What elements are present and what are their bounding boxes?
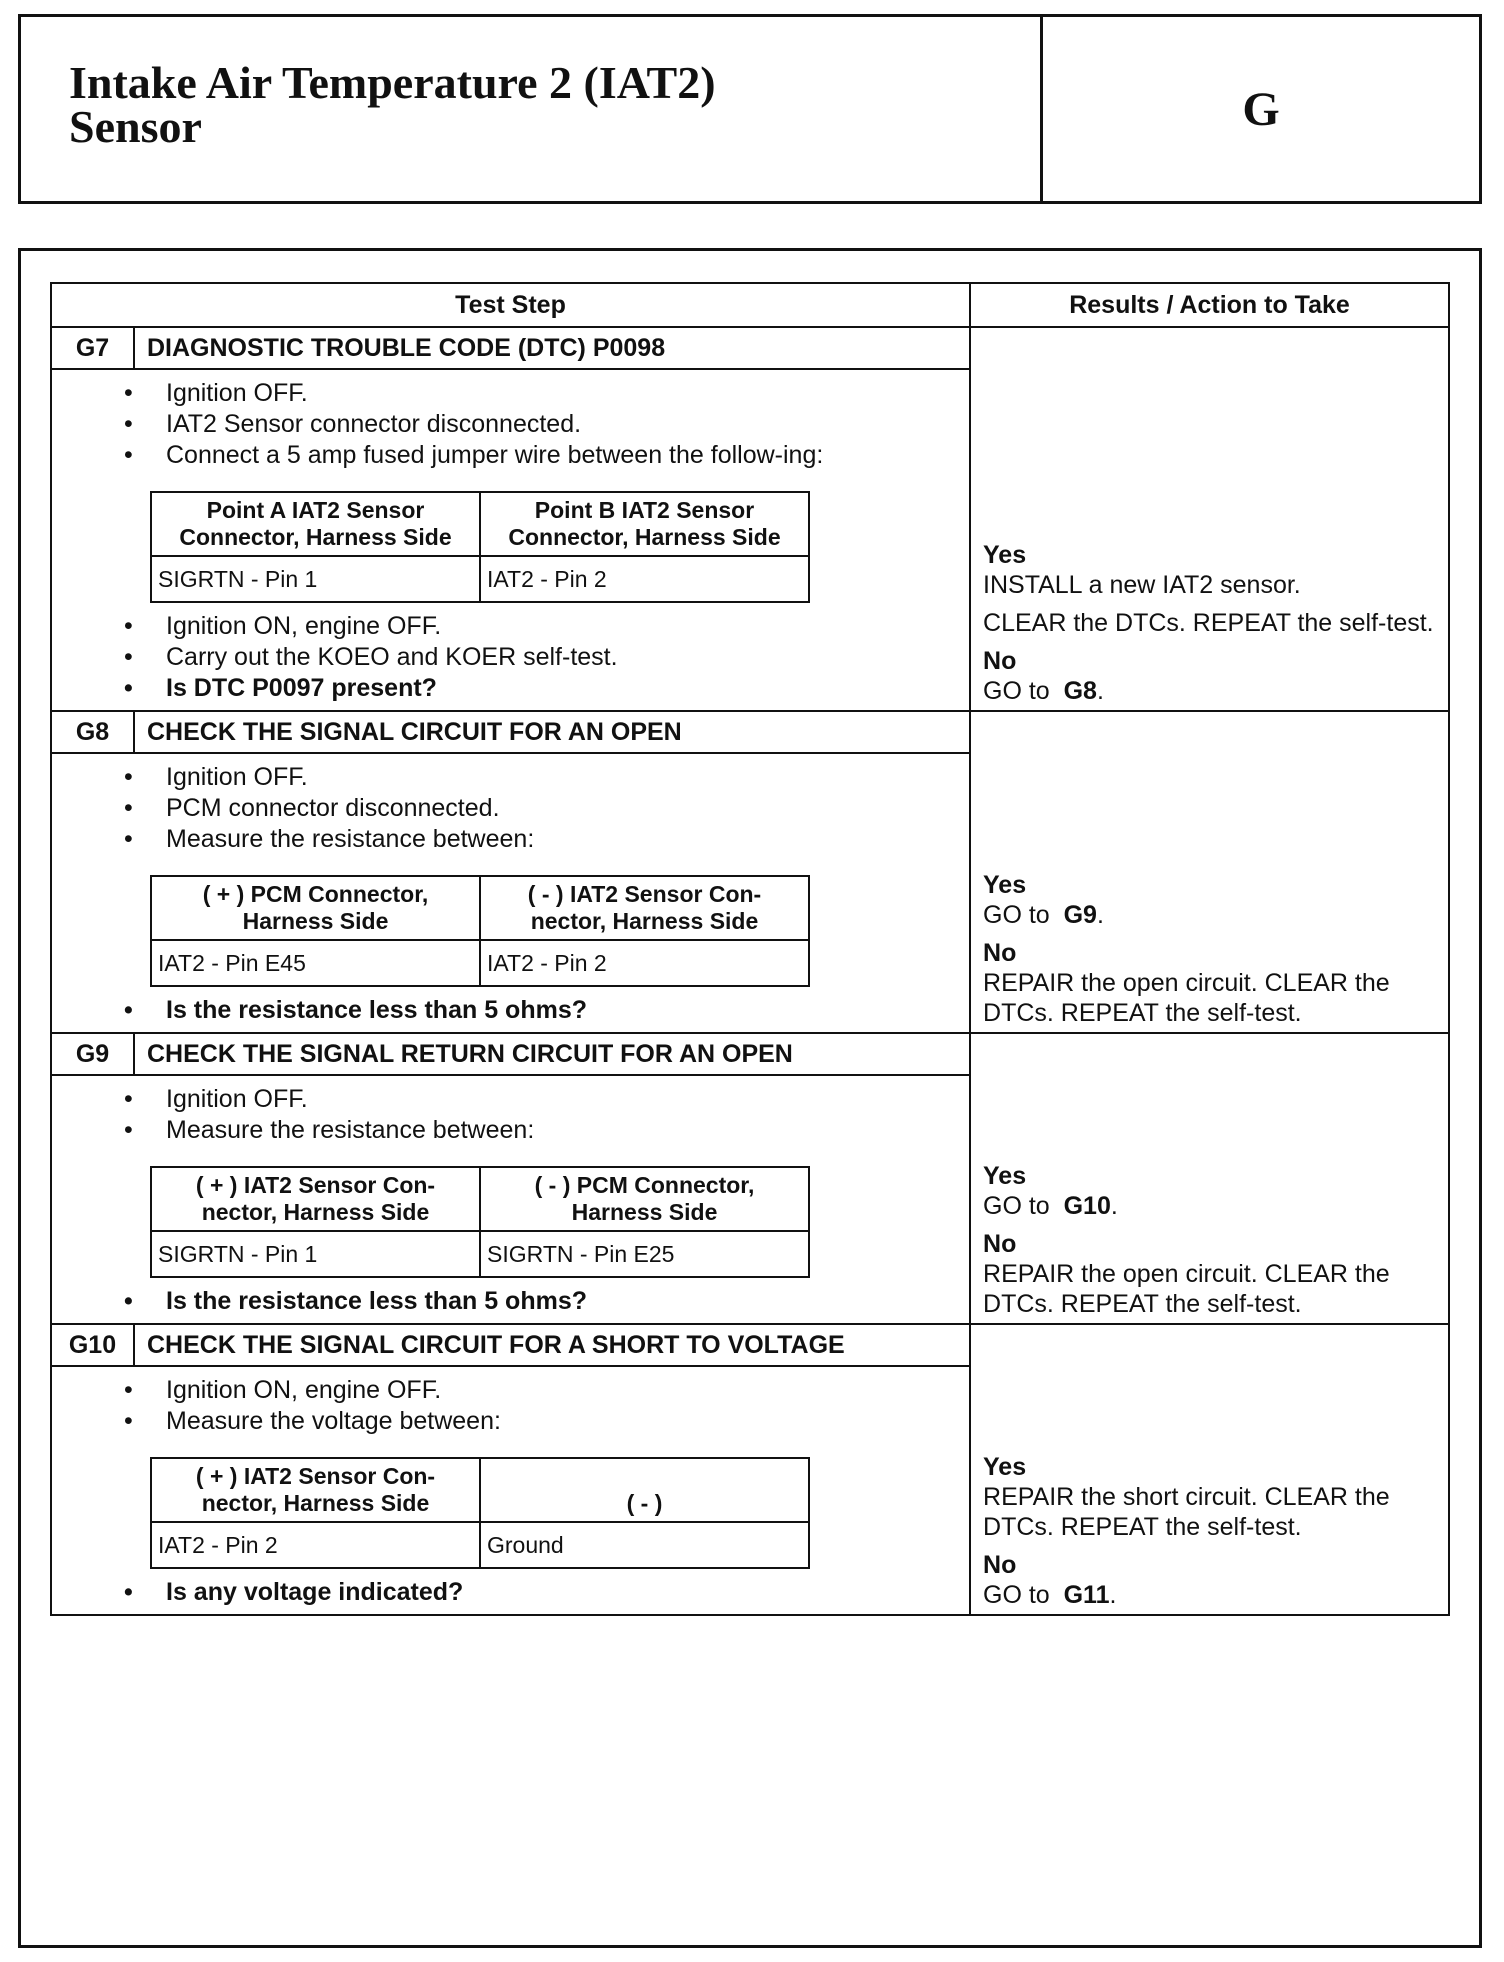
step-bullets [122, 1375, 945, 1437]
step-number: G7 [51, 327, 134, 369]
connection-table [150, 875, 810, 987]
step-result [970, 1033, 1449, 1324]
step-number: G9 [51, 1033, 134, 1075]
bullet: • Ignition ON, engine OFF. [122, 611, 945, 642]
step-bullets [122, 1084, 945, 1146]
no-action: GO to G8. [983, 677, 1104, 705]
yes-action: REPAIR the short circuit. CLEAR the DTCs. REPEAT the self-test. [983, 1483, 1390, 1541]
no-action: GO to G11. [983, 1581, 1117, 1609]
step-title: CHECK THE SIGNAL RETURN CIRCUIT FOR AN OPEN [134, 1033, 970, 1075]
bullet: • Ignition OFF. [122, 1084, 945, 1115]
conn-value-b: Ground [480, 1522, 809, 1568]
step-body [51, 1366, 970, 1615]
step-row-g8 [51, 711, 1449, 753]
goto-ref: G10 [1063, 1192, 1111, 1220]
conn-value-b: IAT2 - Pin 2 [480, 556, 809, 602]
connection-table [150, 1166, 810, 1278]
goto-ref: G9 [1063, 901, 1097, 929]
step-bullets [122, 378, 945, 471]
section-code: G [1242, 82, 1280, 136]
yes-label: Yes [983, 1162, 1027, 1190]
no-action: REPAIR the open circuit. CLEAR the DTCs. REPEAT the self-test. [983, 969, 1390, 1027]
bullet: • IAT2 Sensor connector disconnected. [122, 409, 945, 440]
no-label: No [983, 1551, 1017, 1579]
step-bullets [122, 762, 945, 855]
section-code-cell [1043, 17, 1479, 201]
conn-header-b: Point B IAT2 Sensor Connector, Harness Side [480, 492, 809, 556]
bullet: • Connect a 5 amp fused jumper wire between the follow-ing: [122, 440, 945, 471]
bullet: • PCM connector disconnected. [122, 793, 945, 824]
bullet: • Ignition OFF. [122, 378, 945, 409]
conn-value-a: SIGRTN - Pin 1 [151, 1231, 480, 1277]
yes-label: Yes [983, 541, 1027, 569]
step-result [970, 327, 1449, 711]
connection-table [150, 1457, 810, 1569]
no-action: REPAIR the open circuit. CLEAR the DTCs. REPEAT the self-test. [983, 1260, 1390, 1318]
step-row-g10 [51, 1324, 1449, 1366]
title-cell [21, 17, 1043, 201]
step-title: CHECK THE SIGNAL CIRCUIT FOR AN OPEN [134, 711, 970, 753]
step-row-g7 [51, 327, 1449, 369]
step-result [970, 1324, 1449, 1615]
step-number: G8 [51, 711, 134, 753]
test-step-table [50, 282, 1450, 1616]
step-question: • Is the resistance less than 5 ohms? [122, 995, 945, 1026]
bullet: • Carry out the KOEO and KOER self-test. [122, 642, 945, 673]
conn-value-a: SIGRTN - Pin 1 [151, 556, 480, 602]
yes-action: GO to G10. [983, 1192, 1118, 1220]
step-bullets-post [122, 611, 945, 704]
step-result [970, 711, 1449, 1033]
step-title: CHECK THE SIGNAL CIRCUIT FOR A SHORT TO VOLTAGE [134, 1324, 970, 1366]
no-label: No [983, 647, 1017, 675]
yes-action: INSTALL a new IAT2 sensor. [983, 571, 1301, 599]
step-question: • Is any voltage indicated? [122, 1577, 945, 1608]
col-header-test-step: Test Step [51, 283, 970, 327]
step-body [51, 369, 970, 711]
step-body [51, 1075, 970, 1324]
bullet: • Measure the resistance between: [122, 824, 945, 855]
conn-value-a: IAT2 - Pin E45 [151, 940, 480, 986]
step-number: G10 [51, 1324, 134, 1366]
step-title: DIAGNOSTIC TROUBLE CODE (DTC) P0098 [134, 327, 970, 369]
yes-action: GO to G9. [983, 901, 1104, 929]
bullet: • Ignition OFF. [122, 762, 945, 793]
no-label: No [983, 1230, 1017, 1258]
page-header [18, 14, 1482, 204]
conn-header-b: ( - ) [480, 1458, 809, 1522]
conn-value-b: IAT2 - Pin 2 [480, 940, 809, 986]
bullet: • Ignition ON, engine OFF. [122, 1375, 945, 1406]
bullet: • Measure the voltage between: [122, 1406, 945, 1437]
page-title: Intake Air Temperature 2 (IAT2) Sensor [69, 57, 716, 152]
conn-header-b: ( - ) PCM Connector, Harness Side [480, 1167, 809, 1231]
conn-value-b: SIGRTN - Pin E25 [480, 1231, 809, 1277]
conn-header-a: ( + ) PCM Connector, Harness Side [151, 876, 480, 940]
yes-label: Yes [983, 871, 1027, 899]
step-question: • Is DTC P0097 present? [122, 673, 945, 704]
goto-ref: G8 [1063, 677, 1097, 705]
conn-value-a: IAT2 - Pin 2 [151, 1522, 480, 1568]
col-header-results: Results / Action to Take [970, 283, 1449, 327]
bullet: • Measure the resistance between: [122, 1115, 945, 1146]
step-question: • Is the resistance less than 5 ohms? [122, 1286, 945, 1317]
yes-action-2: CLEAR the DTCs. REPEAT the self-test. [983, 609, 1434, 637]
conn-header-b: ( - ) IAT2 Sensor Con-nector, Harness Side [480, 876, 809, 940]
conn-header-a: Point A IAT2 Sensor Connector, Harness Side [151, 492, 480, 556]
step-body [51, 753, 970, 1033]
conn-header-a: ( + ) IAT2 Sensor Con-nector, Harness Side [151, 1458, 480, 1522]
yes-label: Yes [983, 1453, 1027, 1481]
connection-table [150, 491, 810, 603]
goto-ref: G11 [1063, 1581, 1110, 1609]
step-row-g9 [51, 1033, 1449, 1075]
conn-header-a: ( + ) IAT2 Sensor Con-nector, Harness Side [151, 1167, 480, 1231]
no-label: No [983, 939, 1017, 967]
